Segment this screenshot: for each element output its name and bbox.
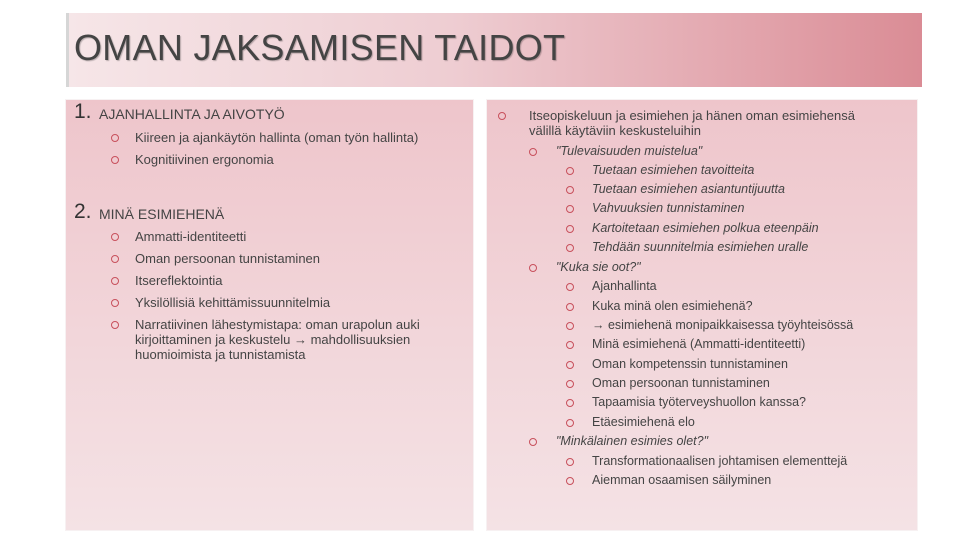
- list-item: Ajanhallinta: [592, 279, 657, 293]
- section-heading: AJANHALLINTA JA AIVOTYÖ: [99, 106, 285, 122]
- list-item: Kiireen ja ajankäytön hallinta (oman työn hallinta): [135, 130, 419, 145]
- title-accent-line: [66, 13, 69, 87]
- section-heading: MINÄ ESIMIEHENÄ: [99, 206, 225, 222]
- bullet-icon: [566, 399, 574, 407]
- slide-title: OMAN JAKSAMISEN TAIDOT: [74, 27, 566, 68]
- bullet-icon: [566, 322, 574, 330]
- list-item: Kartoitetaan esimiehen polkua eteenpäin: [592, 221, 819, 235]
- bullet-icon: [566, 167, 574, 175]
- bullet-icon: [566, 419, 574, 427]
- bullet-icon: [566, 186, 574, 194]
- bullet-icon: [111, 299, 119, 307]
- bullet-icon: [111, 134, 119, 142]
- bullet-icon: [566, 361, 574, 369]
- bullet-icon: [111, 321, 119, 329]
- bullet-icon: [529, 438, 537, 446]
- bullet-icon: [111, 156, 119, 164]
- bullet-icon: [566, 303, 574, 311]
- group-label: "Minkälainen esimies olet?": [556, 434, 709, 448]
- list-item: Oman persoonan tunnistaminen: [592, 376, 770, 390]
- list-item: Tapaamisia työterveyshuollon kanssa?: [592, 395, 807, 409]
- bullet-icon: [566, 458, 574, 466]
- bullet-icon: [566, 341, 574, 349]
- list-item: Itsereflektointia: [135, 273, 223, 288]
- list-item: Oman persoonan tunnistaminen: [135, 251, 321, 266]
- bullet-icon: [111, 233, 119, 241]
- list-item: Narratiivinen lähestymistapa: oman urapolun auki kirjoittaminen ja keskustelu → mahdollisuuksien huomioimista ja tunnistamista: [135, 317, 420, 362]
- section-number: 2.: [74, 200, 92, 223]
- list-item: Aiemman osaamisen säilyminen: [592, 473, 772, 487]
- list-item: Ammatti-identiteetti: [135, 229, 247, 244]
- list-item: Tuetaan esimiehen asiantuntijuutta: [592, 182, 785, 196]
- intro-text: Itseopiskeluun ja esimiehen ja hänen oman esimiehensä välillä käytäviin keskusteluihin: [529, 108, 855, 138]
- bullet-icon: [566, 205, 574, 213]
- bullet-icon: [566, 283, 574, 291]
- bullet-icon: [111, 277, 119, 285]
- group-label: "Kuka sie oot?": [556, 260, 641, 274]
- bullet-icon: [111, 255, 119, 263]
- list-item: Etäesimiehenä elo: [592, 415, 695, 429]
- list-item: Vahvuuksien tunnistaminen: [592, 201, 745, 215]
- list-item: → esimiehenä monipaikkaisessa työyhteisössä: [592, 318, 854, 332]
- list-item: Tehdään suunnitelmia esimiehen uralle: [592, 240, 809, 254]
- bullet-icon: [529, 148, 537, 156]
- bullet-icon: [566, 477, 574, 485]
- title-bar: [66, 13, 922, 87]
- group-label: "Tulevaisuuden muistelua": [556, 144, 703, 158]
- bullet-icon: [566, 380, 574, 388]
- list-item: Minä esimiehenä (Ammatti-identiteetti): [592, 337, 806, 351]
- bullet-icon: [566, 244, 574, 252]
- bullet-icon: [566, 225, 574, 233]
- list-item: Tuetaan esimiehen tavoitteita: [592, 163, 755, 177]
- bullet-icon: [529, 264, 537, 272]
- list-item: Transformationaalisen johtamisen elementtejä: [592, 454, 848, 468]
- list-item: Oman kompetenssin tunnistaminen: [592, 357, 788, 371]
- bullet-icon: [498, 112, 506, 120]
- list-item: Kognitiivinen ergonomia: [135, 152, 274, 167]
- list-item: Kuka minä olen esimiehenä?: [592, 299, 753, 313]
- section-number: 1.: [74, 100, 92, 123]
- list-item: Yksilöllisiä kehittämissuunnitelmia: [135, 295, 331, 310]
